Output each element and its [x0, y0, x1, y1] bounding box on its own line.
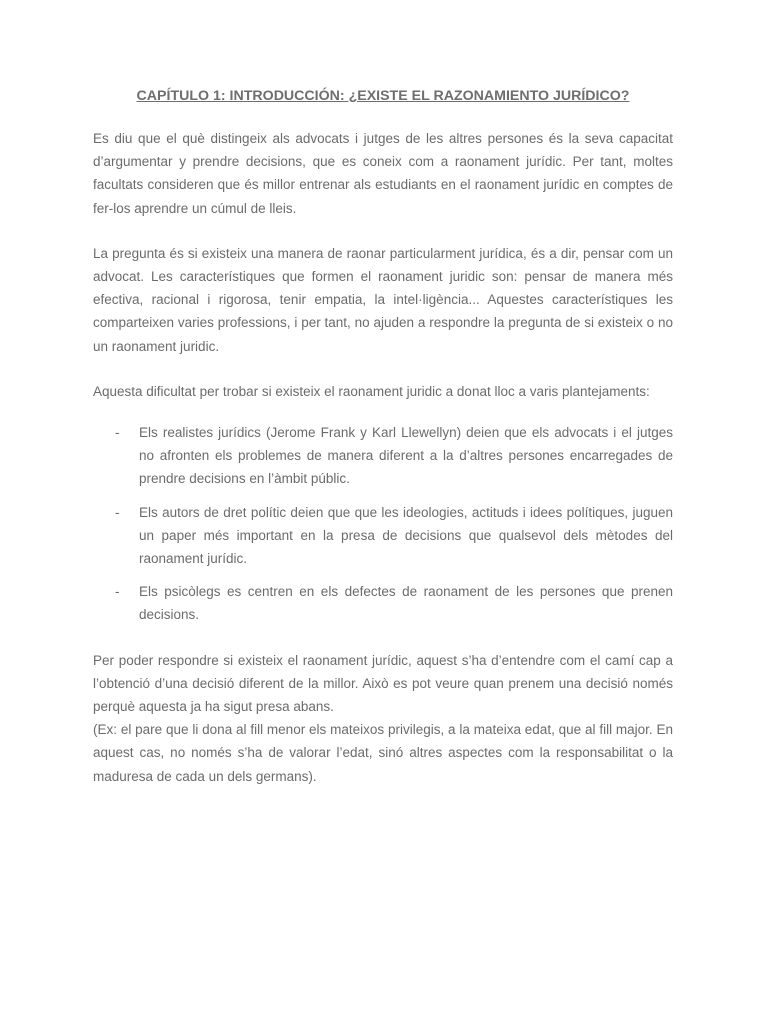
- list-item: [93, 580, 673, 626]
- list-item-text: Els psicòlegs es centren en els defectes de raonament de les persones que prenen decisions.: [139, 584, 673, 623]
- conclusion-text: Per poder respondre si existeix el raonament jurídic, aquest s’ha d’entendre com el camí cap a l’obtenció d’una decisió diferent de la millor. Això es pot veure quan prenem una decisió només perquè aquesta ja ha sigut presa abans.: [93, 652, 673, 715]
- example-text: (Ex: el pare que li dona al fill menor els mateixos privilegis, a la mateixa edat, que al fill major. En aquest cas, no només s’ha de valorar l’edat, sinó altres aspectes com la responsabilitat o la maduresa de cada un dels germans).: [93, 722, 673, 784]
- list-bullet: -: [115, 425, 120, 441]
- list-bullet: -: [115, 504, 120, 520]
- document-page: [93, 86, 673, 788]
- paragraph-conclusion: [93, 649, 673, 788]
- list-bullet: -: [115, 584, 120, 600]
- paragraph-approaches-lead: Aquesta dificultat per trobar si existeix el raonament juridic a donat lloc a varis plantejaments:: [93, 383, 650, 399]
- list-item: [93, 501, 673, 571]
- list-item-text: Els realistes jurídics (Jerome Frank y Karl Llewellyn) deien que els advocats i el jutges no afronten els problemes de manera diferent a la d’altres persones encarregades de prendre decisions en l’àmbit públic.: [139, 425, 673, 487]
- list-item: [93, 421, 673, 491]
- list-item-text: Els autors de dret polític deien que que les ideologies, actituds i idees polítiques, juguen un paper més important en la presa de decisions que qualsevol dels mètodes del raonament jurídic.: [139, 504, 673, 567]
- approaches-list: [93, 421, 673, 627]
- paragraph-question: La pregunta és si existeix una manera de raonar particularment jurídica, és a dir, pensar com un advocat. Les característiques que formen el raonament juridic son: pensar de manera més efectiva, racional i rigorosa, tenir empatia, la intel·ligència... Aquestes característiques les comparteixen varies professions, i per tant, no ajuden a respondre la pregunta de si existeix o no un raonament juridic.: [93, 245, 673, 354]
- document-title: CAPÍTULO 1: INTRODUCCIÓN: ¿EXISTE EL RAZONAMIENTO JURÍDICO?: [136, 88, 630, 104]
- paragraph-intro: Es diu que el què distingeix als advocats i jutges de les altres persones és la seva capacitat d’argumentar y prendre decisions, que es coneix com a raonament jurídic. Per tant, moltes facultats consideren que és millor entrenar als estudiants en el raonament jurídic en comptes de fer-los aprendre un cúmul de lleis.: [93, 131, 673, 216]
